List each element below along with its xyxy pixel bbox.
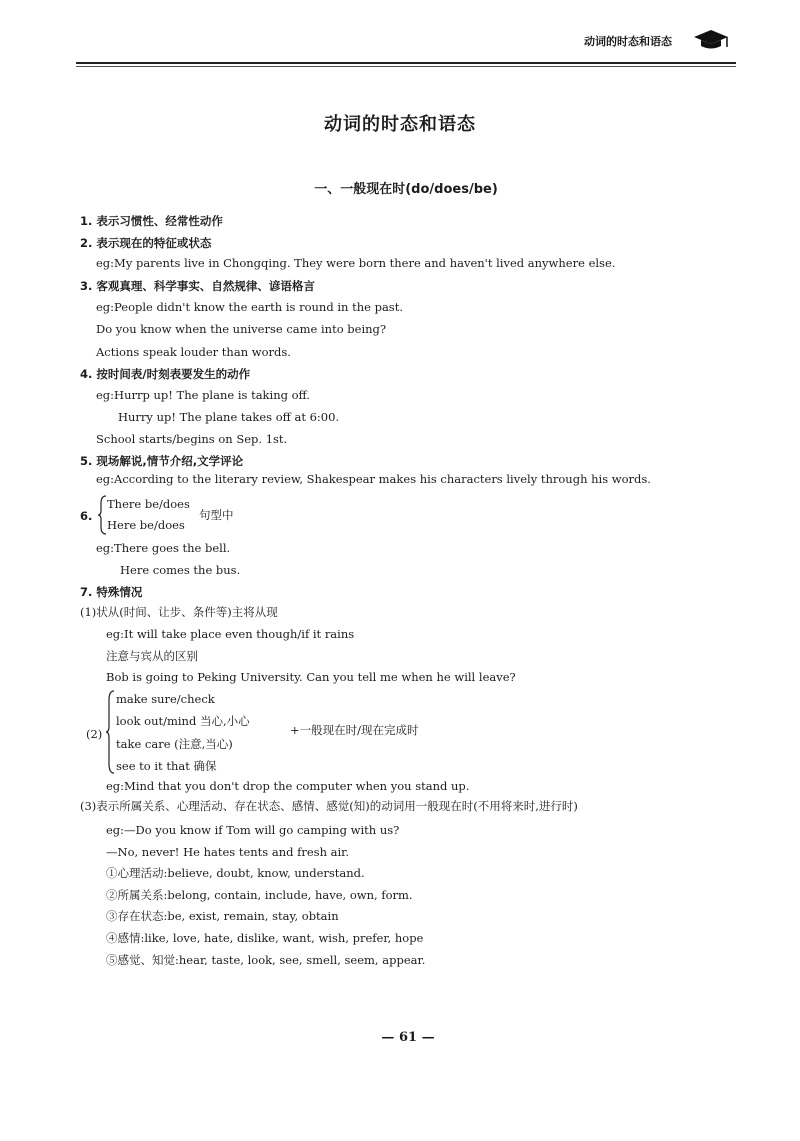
example-line: Do you know when the universe came into being? [96,322,387,336]
example-line: —No, never! He hates tents and fresh air. [106,845,350,859]
brace-line: Here be/does [107,518,185,532]
running-title: 动词的时态和语态 [584,35,672,48]
item-heading-5: 5. 现场解说,情节介绍,文学评论 [80,454,244,468]
left-brace [106,690,116,774]
sub-item-3: (3)表示所属关系、心理活动、存在状态、感情、感觉(知)的动词用一般现在时(不用将来时,进行时) [80,799,578,813]
example-line: eg:There goes the bell. [96,541,231,555]
brace-line: see to it that 确保 [116,759,217,773]
example-line: Bob is going to Peking University. Can you tell me when he will leave? [106,670,516,684]
example-line: eg:My parents live in Chongqing. They were born there and haven't lived anywhere else. [96,256,616,270]
example-line: eg:It will take place even though/if it rains [106,627,355,641]
brace-suffix: 句型中 [199,508,234,522]
example-line: Hurry up! The plane takes off at 6:00. [118,410,340,424]
item-number-6: 6. [80,509,93,523]
example-line: eg:Hurrp up! The plane is taking off. [96,388,310,402]
page-title: 动词的时态和语态 [324,114,476,135]
example-line: eg:Mind that you don't drop the computer when you stand up. [106,779,470,793]
header-rule-thin [76,66,736,67]
page-number: — 61 — [381,1030,435,1045]
brace-line: make sure/check [116,692,215,706]
header-rule [76,62,736,64]
section-heading: 一、一般现在时(do/does/be) [314,182,498,197]
example-line: School starts/begins on Sep. 1st. [96,432,288,446]
example-line: eg:People didn't know the earth is round in the past. [96,300,403,314]
item-heading-7: 7. 特殊情况 [80,585,143,599]
brace-line: There be/does [107,497,190,511]
item-heading-1: 1. 表示习惯性、经常性动作 [80,214,223,228]
sub-item-2-number: (2) [86,727,103,741]
list-item: ⑤感觉、知觉:hear, taste, look, see, smell, seem, appear. [106,953,426,967]
brace-line: look out/mind 当心,小心 [116,714,250,728]
list-item: ④感情:like, love, hate, dislike, want, wish, prefer, hope [106,931,424,945]
example-line: eg:—Do you know if Tom will go camping with us? [106,823,400,837]
list-item: ③存在状态:be, exist, remain, stay, obtain [106,909,339,923]
item-heading-4: 4. 按时间表/时刻表要发生的动作 [80,367,251,381]
note-line: 注意与宾从的区别 [106,649,198,663]
example-line: eg:According to the literary review, Shakespear makes his characters lively through his words. [96,472,651,486]
brace-suffix: +一般现在时/现在完成时 [290,723,419,737]
graduation-cap-icon [692,28,730,50]
example-line: Here comes the bus. [120,563,241,577]
sub-item-1: (1)状从(时间、让步、条件等)主将从现 [80,605,278,619]
item-heading-2: 2. 表示现在的特征或状态 [80,236,212,250]
list-item: ②所属关系:belong, contain, include, have, own, form. [106,888,413,902]
example-line: Actions speak louder than words. [96,345,291,359]
brace-line: take care (注意,当心) [116,737,233,751]
item-heading-3: 3. 客观真理、科学事实、自然规律、谚语格言 [80,279,315,293]
list-item: ①心理活动:believe, doubt, know, understand. [106,866,365,880]
